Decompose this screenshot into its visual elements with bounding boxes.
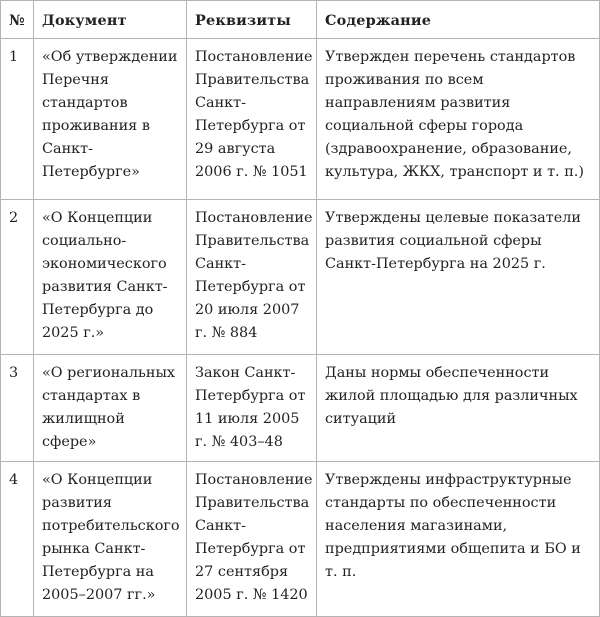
row-number: 3 [1,355,34,462]
header-content: Содержание [317,1,600,39]
header-requisites: Реквизиты [187,1,317,39]
table-row [1,462,600,617]
header-document: Документ [34,1,187,39]
document-title: «Об утверждении Перечня стандартов проживания в Санкт-Петербурге» [34,39,187,200]
document-title: «О Концепции развития потребительского рынка Санкт-Петербурга на 2005–2007 гг.» [34,462,187,617]
row-number: 2 [1,200,34,355]
document-requisites: Постановление Правительства Санкт-Петербурга от 20 июля 2007 г. № 884 [187,200,317,355]
document-content: Утверждены целевые показатели развития социальной сферы Санкт-Петербурга на 2025 г. [317,200,600,355]
document-content: Утверждены инфраструктурные стандарты по обеспеченности населения магазинами, предприятиями общепита и БО и т. п. [317,462,600,617]
document-content: Даны нормы обеспеченности жилой площадью для различных ситуаций [317,355,600,462]
document-title: «О региональных стандартах в жилищной сфере» [34,355,187,462]
table-row [1,355,600,462]
table-row [1,200,600,355]
document-requisites: Постановление Правительства Санкт-Петербурга от 29 августа 2006 г. № 1051 [187,39,317,200]
row-number: 4 [1,462,34,617]
row-number: 1 [1,39,34,200]
header-number: № [1,1,34,39]
table-header-row [1,1,600,39]
document-content: Утвержден перечень стандартов проживания по всем направлениям развития социальной сферы города (здравоохранение, образование, культура, ЖКХ, транспорт и т. п.) [317,39,600,200]
table-row [1,39,600,200]
document-title: «О Концепции социально-экономического развития Санкт-Петербурга до 2025 г.» [34,200,187,355]
document-requisites: Постановление Правительства Санкт-Петербурга от 27 сентября 2005 г. № 1420 [187,462,317,617]
document-requisites: Закон Санкт-Петербурга от 11 июля 2005 г. № 403–48 [187,355,317,462]
